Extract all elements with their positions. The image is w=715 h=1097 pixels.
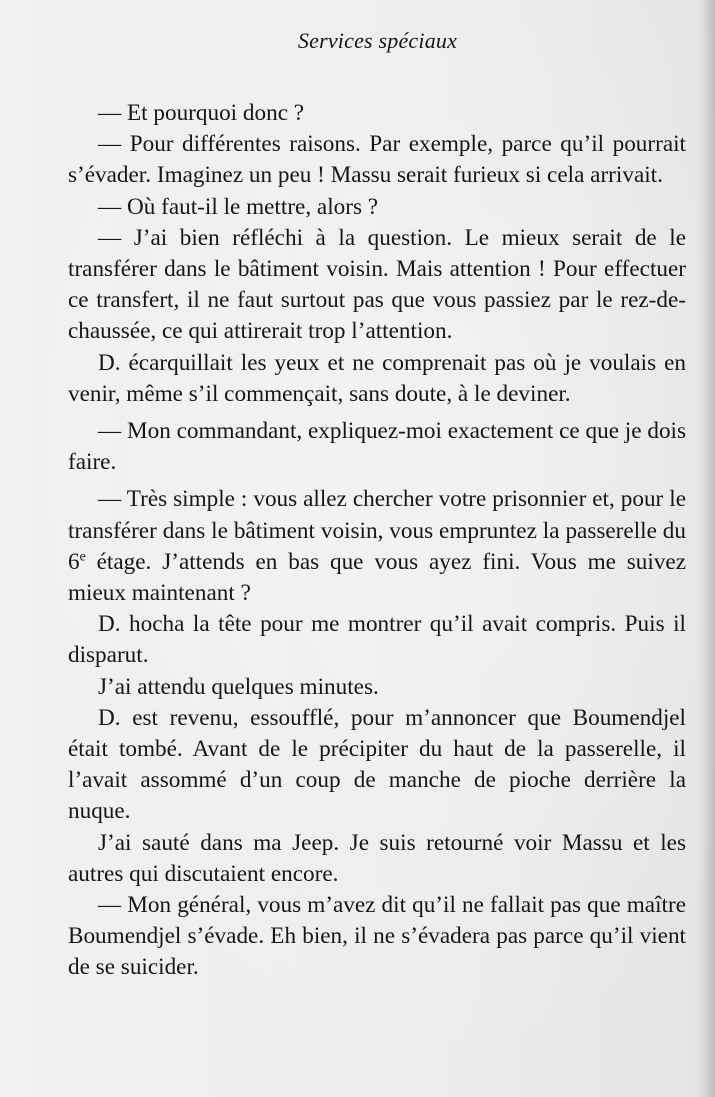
paragraph-4: — J’ai bien réfléchi à la question. Le mieux serait de le transférer dans le bâtiment voisin. Mais attention ! Pour effectuer ce transfert, il ne faut surtout pas que vous passiez par le rez-de-chaussée, ce qui attirerait trop l’attention.: [68, 224, 686, 345]
paragraph-2: — Pour différentes raisons. Par exemple, parce qu’il pourrait s’évader. Imaginez un peu ! Massu serait furieux si cela arrivait.: [68, 131, 686, 189]
paragraph-7-part-1: — Très simple : vous allez chercher votre prisonnier et, pour le transférer dans le bâtiment voisin, vous empruntez la passerelle du 6: [68, 486, 686, 575]
ordinal-superscript: e: [79, 549, 86, 565]
paragraph-12: — Mon général, vous m’avez dit qu’il ne fallait pas que maître Boumendjel s’évade. Eh bien, il ne s’évadera pas parce qu’il vient de se suicider.: [68, 892, 686, 981]
paragraph-7: [68, 484, 686, 609]
paragraph-10: D. est revenu, essoufflé, pour m’annoncer que Boumendjel était tombé. Avant de le précipiter du haut de la passerelle, il l’avait assommé d’un coup de manche de pioche derrière la nuque.: [68, 704, 686, 825]
paragraph-7-part-2: étage. J’attends en bas que vous ayez fini. Vous me suivez mieux maintenant ?: [68, 548, 686, 607]
paragraph-9: J’ai attendu quelques minutes.: [98, 673, 379, 700]
paragraph-8: D. hocha la tête pour me montrer qu’il avait compris. Puis il disparut.: [68, 611, 686, 669]
paragraph-6: — Mon commandant, expliquez-moi exactement ce que je dois faire.: [68, 418, 686, 476]
paragraph-11: J’ai sauté dans ma Jeep. Je suis retourné voir Massu et les autres qui discutaient encore.: [68, 829, 686, 887]
running-head: Services spéciaux: [297, 28, 458, 53]
page-gutter-shadow: [697, 0, 715, 1097]
body-text: [68, 98, 686, 984]
paragraph-1: — Et pourquoi donc ?: [98, 100, 305, 126]
paragraph-3: — Où faut-il le mettre, alors ?: [98, 193, 379, 220]
paragraph-5: D. écarquillait les yeux et ne comprenait pas où je voulais en venir, même s’il commençait, sans doute, à le deviner.: [68, 349, 686, 407]
